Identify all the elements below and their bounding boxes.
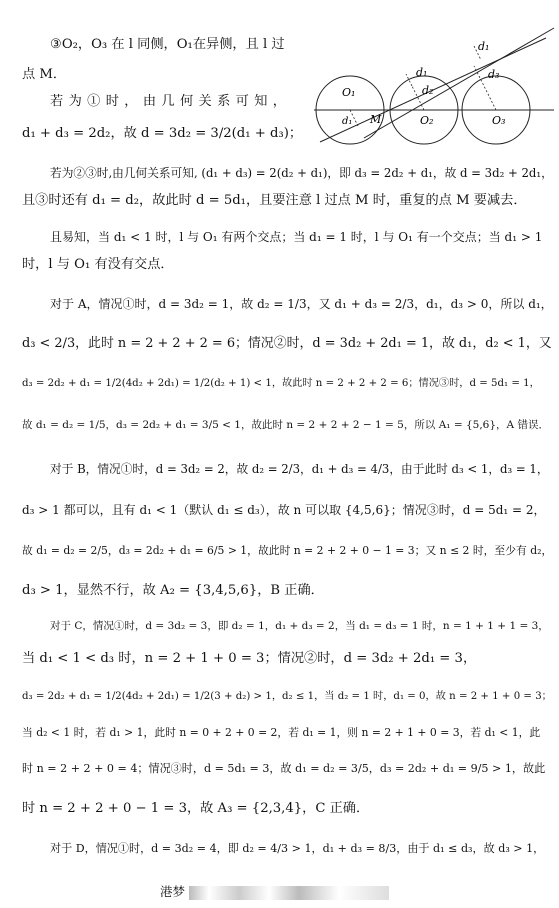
text-line: d₃ < 2/3，此时 n = 2 + 2 + 2 = 6；情况②时，d = 3d₂ + 2d₁ = 1，故 d₁，d₂ < 1，又	[22, 336, 552, 351]
text-line: 故 d₁ = d₂ = 2/5，d₃ = 2d₂ + d₁ = 6/5 > 1，故此时 n = 2 + 2 + 0 − 1 = 3；又 n ≤ 2 时，至少有 d₂，	[22, 544, 553, 557]
text-line: 且易知，当 d₁ < 1 时，l 与 O₁ 有两个交点；当 d₁ = 1 时，l 与 O₁ 有一个交点；当 d₁ > 1	[50, 230, 543, 244]
footer-faded-region	[189, 886, 389, 900]
text-line: 对于 B，情况①时，d = 3d₂ = 2，故 d₂ = 2/3，d₁ + d₃ = 4/3，由于此时 d₃ < 1，d₃ = 1，	[50, 462, 549, 476]
text-line: d₃ > 1，显然不行，故 A₂ = {3,4,5,6}，B 正确．	[22, 583, 324, 598]
text-line: 当 d₁ < 1 < d₃ 时，n = 2 + 1 + 0 = 3；情况②时，d = 3d₂ + 2d₁ = 3，	[22, 651, 477, 666]
text-line: 点 M．	[22, 67, 67, 82]
line-parallel	[364, 28, 554, 138]
label-o2: O₂	[420, 114, 434, 127]
text-line: 故 d₁ = d₂ = 1/5，d₃ = 2d₂ + d₁ = 3/5 < 1，故此时 n = 2 + 2 + 2 − 1 = 5，所以 A₁ = {5,6}，A 错误．	[22, 419, 549, 431]
geometry-figure	[306, 20, 556, 160]
text-line: 当 d₂ < 1 时，若 d₁ > 1，此时 n = 0 + 2 + 0 = 2，若 d₁ = 1，则 n = 2 + 1 + 0 = 3，若 d₁ < 1，此	[22, 726, 541, 739]
label-d1-low: d₁	[342, 116, 353, 127]
page-footer	[160, 882, 389, 900]
footer-text: 港梦	[160, 884, 186, 899]
text-line: 时 n = 2 + 2 + 0 − 1 = 3，故 A₃ = {2,3,4}，C 正确．	[22, 801, 370, 816]
figure-svg	[306, 20, 556, 160]
label-d1-top: d₁	[478, 40, 490, 53]
text-line: 若为②③时,由几何关系可知, (d₁ + d₃) = 2(d₂ + d₁)，即 d₃ = 2d₂ + d₁，故 d = 3d₂ + 2d₁，	[50, 166, 553, 180]
label-d2: d₂	[422, 84, 434, 97]
text-line: 且③时还有 d₁ = d₂，故此时 d = 5d₁，且要注意 l 过点 M 时，重复的点 M 要减去．	[22, 193, 527, 208]
text-line: 若为①时，由几何关系可知，	[50, 94, 286, 109]
label-o3: O₃	[492, 114, 506, 127]
text-line: 时 n = 2 + 2 + 0 = 4；情况③时，d = 5d₁ = 3，故 d₁ = d₂ = 3/5，d₃ = 2d₂ + d₁ = 9/5 > 1，故此	[22, 762, 546, 775]
text-line: d₁ + d₃ = 2d₂，故 d = 3d₂ = 3/2(d₁ + d₃)；	[22, 126, 303, 141]
text-line: d₃ = 2d₂ + d₁ = 1/2(4d₂ + 2d₁) = 1/2(d₂ + 1) < 1，故此时 n = 2 + 2 + 2 = 6；情况③时，d = 5d₁ = 1，	[22, 378, 540, 389]
label-m: M	[370, 113, 382, 126]
text-line: d₃ = 2d₂ + d₁ = 1/2(4d₂ + 2d₁) = 1/2(3 + d₂) > 1，d₂ ≤ 1，当 d₂ = 1 时，d₁ = 0，故 n = 2 + 1 + 0 = 3；	[22, 691, 552, 702]
text-line: 时，l 与 O₁ 有没有交点．	[22, 257, 174, 272]
text-line: 对于 C，情况①时，d = 3d₂ = 3，即 d₂ = 1，d₁ + d₃ = 2，当 d₁ = d₃ = 1 时，n = 1 + 1 + 1 = 3，	[50, 620, 549, 632]
label-d3: d₃	[488, 68, 500, 81]
text-line: ③O₂，O₃ 在 l 同侧，O₁在异侧，且 l 过	[50, 37, 285, 52]
label-o1: O₁	[342, 86, 356, 99]
text-line: d₃ > 1 都可以，且有 d₁ < 1（默认 d₁ ≤ d₃），故 n 可以取 {4,5,6}；情况③时，d = 5d₁ = 2，	[22, 503, 546, 517]
text-line: 对于 A，情况①时，d = 3d₂ = 1，故 d₂ = 1/3，又 d₁ + d₃ = 2/3，d₁，d₃ > 0，所以 d₁，	[50, 297, 553, 311]
text-line: 对于 D，情况①时，d = 3d₂ = 4，即 d₂ = 4/3 > 1，d₁ + d₃ = 8/3，由于 d₁ ≤ d₃，故 d₃ > 1，	[50, 842, 545, 855]
label-d1-mid: d₁	[416, 66, 428, 79]
